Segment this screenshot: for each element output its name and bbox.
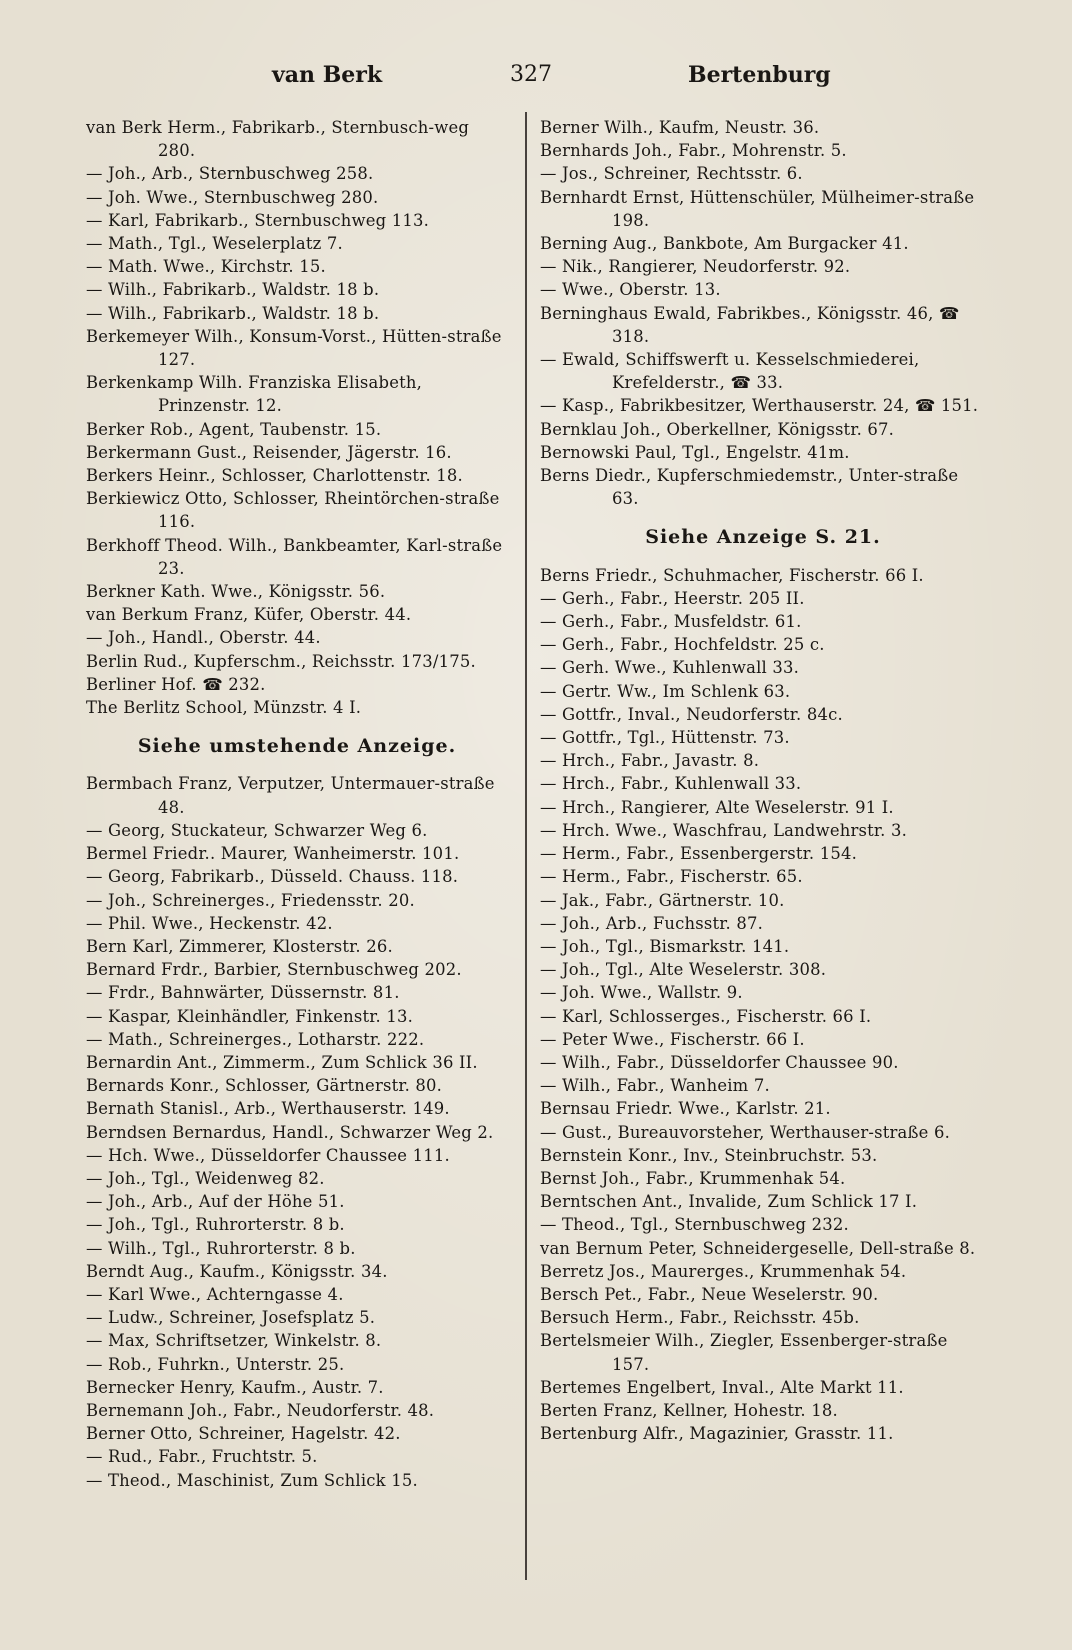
directory-entry: Bernards Konr., Schlosser, Gärtnerstr. 80. (86, 1076, 443, 1096)
directory-entry: Bernemann Joh., Fabr., Neudorferstr. 48. (86, 1400, 435, 1420)
directory-entry: The Berlitz School, Münzstr. 4 I. (86, 698, 362, 718)
directory-entry: — Ludw., Schreiner, Josefsplatz 5. (86, 1308, 376, 1328)
directory-entry: Bersch Pet., Fabr., Neue Weselerstr. 90. (540, 1284, 879, 1304)
directory-entry: — Wilh., Fabr., Düsseldorfer Chaussee 90. (540, 1052, 899, 1072)
directory-entry: — Gust., Bureauvorsteher, Werthauser-straße 6. (540, 1122, 951, 1142)
advertisement-notice: Siehe umstehende Anzeige. (137, 735, 457, 758)
directory-entry: Bernstein Konr., Inv., Steinbruchstr. 53. (540, 1145, 878, 1165)
directory-entry: — Math., Schreinerges., Lotharstr. 222. (86, 1029, 425, 1049)
directory-entry: van Berkum Franz, Küfer, Oberstr. 44. (86, 605, 412, 625)
directory-entry: — Max, Schriftsetzer, Winkelstr. 8. (86, 1331, 382, 1351)
directory-entry: — Math., Tgl., Weselerplatz 7. (86, 234, 343, 254)
directory-entry: — Wilh., Tgl., Ruhrorterstr. 8 b. (86, 1238, 356, 1258)
directory-entry: — Georg, Fabrikarb., Düsseld. Chauss. 118. (86, 867, 459, 887)
directory-entry: — Wilh., Fabr., Wanheim 7. (540, 1076, 770, 1096)
directory-entry: — Joh., Handl., Oberstr. 44. (86, 628, 321, 648)
directory-entry: Bernhardt Ernst, Hüttenschüler, Mülheimer-straße 198. (540, 187, 975, 230)
header-left-catchword: van Berk (272, 62, 383, 88)
directory-entry: Bersuch Herm., Fabr., Reichsstr. 45b. (540, 1308, 860, 1328)
directory-entry: — Frdr., Bahnwärter, Düssernstr. 81. (86, 983, 400, 1003)
directory-entry: — Hrch., Rangierer, Alte Weselerstr. 91 I. (540, 797, 894, 817)
directory-entry: Berndt Aug., Kaufm., Königsstr. 34. (86, 1261, 388, 1281)
directory-entry: Bernsau Friedr. Wwe., Karlstr. 21. (540, 1099, 831, 1119)
directory-entry: — Joh., Tgl., Weidenweg 82. (86, 1168, 325, 1188)
directory-entry: Berkermann Gust., Reisender, Jägerstr. 16. (86, 442, 452, 462)
directory-entry: — Theod., Maschinist, Zum Schlick 15. (86, 1470, 418, 1490)
directory-entry: Berkiewicz Otto, Schlosser, Rheintörchen-straße 116. (86, 489, 500, 532)
directory-entry: Bernklau Joh., Oberkellner, Königsstr. 67. (540, 419, 895, 439)
directory-entry: — Joh., Schreinerges., Friedensstr. 20. (86, 890, 415, 910)
directory-entry: Bertelsmeier Wilh., Ziegler, Essenberger-straße 157. (540, 1331, 948, 1374)
directory-entry: — Wwe., Oberstr. 13. (540, 280, 721, 300)
directory-entry: — Gottfr., Tgl., Hüttenstr. 73. (540, 728, 790, 748)
directory-entry: Berten Franz, Kellner, Hohestr. 18. (540, 1400, 838, 1420)
directory-entry: — Wilh., Fabrikarb., Waldstr. 18 b. (86, 303, 380, 323)
directory-entry: — Jak., Fabr., Gärtnerstr. 10. (540, 890, 785, 910)
directory-entry: Berker Rob., Agent, Taubenstr. 15. (86, 419, 382, 439)
directory-entry: — Karl Wwe., Achterngasse 4. (86, 1284, 344, 1304)
directory-entry: Berndsen Bernardus, Handl., Schwarzer Weg 2. (86, 1122, 494, 1142)
directory-entry: — Gerh. Wwe., Kuhlenwall 33. (540, 658, 800, 678)
directory-entry: — Wilh., Fabrikarb., Waldstr. 18 b. (86, 280, 380, 300)
directory-entry: Bermbach Franz, Verputzer, Untermauer-straße 48. (86, 774, 495, 817)
directory-entry: — Gerh., Fabr., Musfeldstr. 61. (540, 612, 802, 632)
directory-entry: — Joh., Tgl., Bismarkstr. 141. (540, 936, 790, 956)
directory-entry: Berninghaus Ewald, Fabrikbes., Königsstr. 46, ☎ 318. (540, 303, 960, 346)
directory-entry: Berns Friedr., Schuhmacher, Fischerstr. 66 I. (540, 565, 924, 585)
directory-entry: Bernard Frdr., Barbier, Sternbuschweg 202. (86, 960, 462, 980)
directory-entry: — Joh., Tgl., Ruhrorterstr. 8 b. (86, 1215, 345, 1235)
directory-entry: — Kasp., Fabrikbesitzer, Werthauserstr. 24, ☎ 151. (540, 396, 979, 416)
directory-entry: — Phil. Wwe., Heckenstr. 42. (86, 913, 333, 933)
directory-entry: — Joh., Arb., Auf der Höhe 51. (86, 1192, 345, 1212)
directory-entry: — Hrch., Fabr., Javastr. 8. (540, 751, 760, 771)
directory-entry: — Gerh., Fabr., Hochfeldstr. 25 c. (540, 635, 825, 655)
directory-entry: — Herm., Fabr., Fischerstr. 65. (540, 867, 803, 887)
directory-entry: Berkenkamp Wilh. Franziska Elisabeth, Prinzenstr. 12. (86, 373, 423, 416)
directory-entry: Bertemes Engelbert, Inval., Alte Markt 11. (540, 1377, 904, 1397)
directory-entry: — Herm., Fabr., Essenbergerstr. 154. (540, 844, 858, 864)
directory-entry: Bernowski Paul, Tgl., Engelstr. 41m. (540, 442, 850, 462)
directory-entry: — Joh. Wwe., Wallstr. 9. (540, 983, 743, 1003)
header-right-catchword: Bertenburg (688, 62, 831, 88)
page-number: 327 (510, 62, 552, 87)
directory-entry: — Joh. Wwe., Sternbuschweg 280. (86, 187, 379, 207)
directory-entry: — Karl, Schlosserges., Fischerstr. 66 I. (540, 1006, 872, 1026)
directory-entry: Berliner Hof. ☎ 232. (86, 674, 266, 694)
directory-entry: — Joh., Tgl., Alte Weselerstr. 308. (540, 960, 827, 980)
directory-entry: — Peter Wwe., Fischerstr. 66 I. (540, 1029, 805, 1049)
directory-entry: — Hrch., Fabr., Kuhlenwall 33. (540, 774, 802, 794)
directory-entry: Bernecker Henry, Kaufm., Austr. 7. (86, 1377, 384, 1397)
directory-entry: Berkner Kath. Wwe., Königsstr. 56. (86, 582, 386, 602)
directory-entry: van Bernum Peter, Schneidergeselle, Dell-straße 8. (540, 1238, 976, 1258)
directory-entry: Berning Aug., Bankbote, Am Burgacker 41. (540, 234, 909, 254)
directory-entry: Bernath Stanisl., Arb., Werthauserstr. 149. (86, 1099, 450, 1119)
directory-entry: Berretz Jos., Maurerges., Krummenhak 54. (540, 1261, 907, 1281)
directory-entry: — Theod., Tgl., Sternbuschweg 232. (540, 1215, 849, 1235)
directory-entry: — Joh., Arb., Fuchsstr. 87. (540, 913, 764, 933)
directory-entry: Berner Otto, Schreiner, Hagelstr. 42. (86, 1424, 401, 1444)
directory-entry: Berlin Rud., Kupferschm., Reichsstr. 173/175. (86, 651, 476, 671)
directory-entry: — Gottfr., Inval., Neudorferstr. 84c. (540, 704, 843, 724)
directory-entry: Bernst Joh., Fabr., Krummenhak 54. (540, 1168, 846, 1188)
directory-entry: — Ewald, Schiffswerft u. Kesselschmiederei, Krefelderstr., ☎ 33. (540, 350, 920, 393)
advertisement-notice: Siehe Anzeige S. 21. (645, 526, 881, 549)
directory-entry: — Jos., Schreiner, Rechtsstr. 6. (540, 164, 803, 184)
left-column (86, 116, 508, 1492)
directory-entry: — Kaspar, Kleinhändler, Finkenstr. 13. (86, 1006, 413, 1026)
right-column (540, 116, 986, 1445)
directory-entry: — Karl, Fabrikarb., Sternbuschweg 113. (86, 210, 430, 230)
directory-entry: — Rud., Fabr., Fruchtstr. 5. (86, 1447, 318, 1467)
directory-entry: — Georg, Stuckateur, Schwarzer Weg 6. (86, 820, 428, 840)
directory-entry: — Hrch. Wwe., Waschfrau, Landwehrstr. 3. (540, 820, 907, 840)
directory-entry: Berkhoff Theod. Wilh., Bankbeamter, Karl-straße 23. (86, 535, 503, 578)
column-divider (525, 112, 527, 1580)
directory-entry: Bern Karl, Zimmerer, Klosterstr. 26. (86, 936, 393, 956)
directory-entry: — Nik., Rangierer, Neudorferstr. 92. (540, 257, 851, 277)
directory-entry: — Math. Wwe., Kirchstr. 15. (86, 257, 326, 277)
directory-entry: Berns Diedr., Kupferschmiedemstr., Unter-straße 63. (540, 466, 959, 509)
directory-entry: Bermel Friedr.. Maurer, Wanheimerstr. 101. (86, 844, 460, 864)
directory-entry: — Gerh., Fabr., Heerstr. 205 II. (540, 588, 805, 608)
directory-entry: — Gertr. Ww., Im Schlenk 63. (540, 681, 791, 701)
directory-entry: Bernhards Joh., Fabr., Mohrenstr. 5. (540, 141, 847, 161)
directory-entry: — Rob., Fuhrkn., Unterstr. 25. (86, 1354, 345, 1374)
directory-entry: Berner Wilh., Kaufm, Neustr. 36. (540, 118, 820, 137)
directory-entry: Bernardin Ant., Zimmerm., Zum Schlick 36 II. (86, 1052, 478, 1072)
directory-entry: — Hch. Wwe., Düsseldorfer Chaussee 111. (86, 1145, 450, 1165)
running-header (0, 62, 1072, 96)
directory-entry: Berntschen Ant., Invalide, Zum Schlick 17 I. (540, 1192, 918, 1212)
directory-entry: — Joh., Arb., Sternbuschweg 258. (86, 164, 374, 184)
directory-entry: Bertenburg Alfr., Magazinier, Grasstr. 11. (540, 1424, 894, 1444)
directory-entry: Berkers Heinr., Schlosser, Charlottenstr. 18. (86, 466, 463, 486)
directory-entry: Berkemeyer Wilh., Konsum-Vorst., Hütten-straße 127. (86, 326, 502, 370)
directory-entry: van Berk Herm., Fabrikarb., Sternbusch-weg 280. (86, 118, 470, 161)
